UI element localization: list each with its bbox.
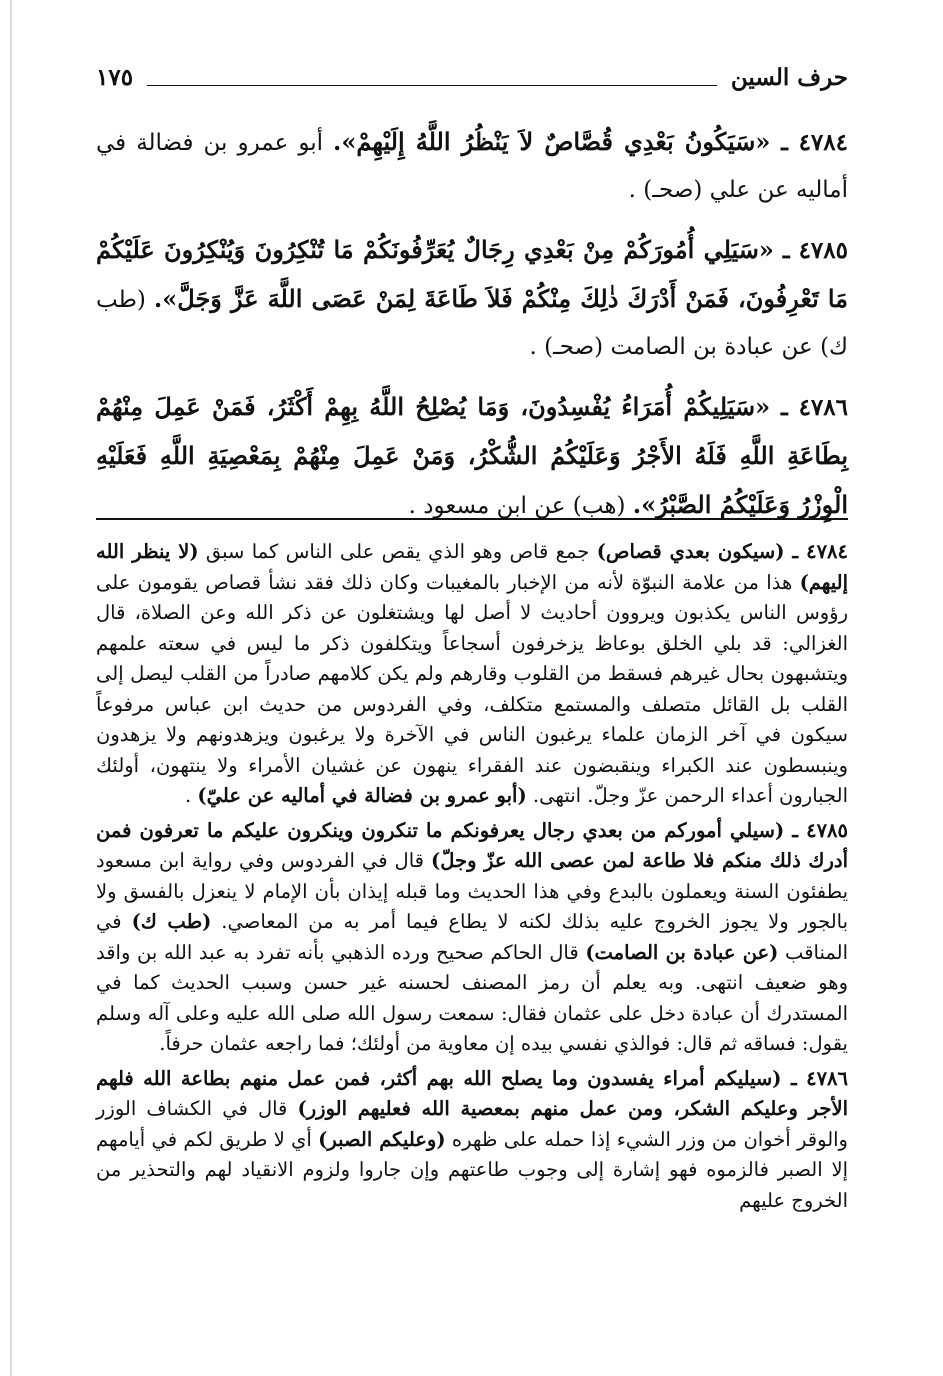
chapter-title: حرف السين [730,63,848,91]
header-rule [147,85,717,86]
hadith-number: ٤٧٨٥ [798,237,848,264]
commentary-text: قال في الفردوس وفي رواية ابن مسعود يطفئون السنة ويعملون بالبدع وفي هذا الحديث وما قبله إيذان بأن الإمام لا ينعزل بالفسق ولا بالجور ولا يجوز الخروج عليه بذلك لكنه لا يطاع فيما أمر به من المعاصي. [96,849,849,933]
hadith-entry: ٤٧٨٦ ـ «سَيَلِيكُمْ أُمَرَاءُ يُفْسِدُونَ، وَمَا يُصْلِحُ اللَّهُ بِهِمْ أَكْثَرُ، فَمَنْ عَمِلَ مِنْهُمْ بِطَاعَةِ اللَّهِ فَلَهُ الأَجْرُ وَعَلَيْكُمُ الشُّكْرُ، وَمَنْ عَمِلَ مِنْهُمْ بِمَعْصِيَةِ اللَّهِ فَعَلَيْهِ الْوِزْرُ وَعَلَيْكُمُ الصَّبْرُ». (هب) عن ابن مسعود . [96,392,848,519]
hadith-entry: ٤٧٨٤ ـ «سَيَكُونُ بَعْدِي قُصَّاصٌ لاَ يَنْظُرُ اللَّهُ إِلَيْهِمْ». أبو عمرو بن فضالة في أماليه عن علي (صحـ) . [96,127,848,203]
hadith-text [96,118,848,542]
commentary-bold: (طب ك) [131,910,212,933]
hadith-source: أبو عمرو بن فضالة في أماليه عن علي (صحـ) . [96,130,848,203]
scan-edge-shadow [10,0,12,1376]
commentary-bold: (وعليكم الصبر) [318,1127,446,1151]
footnote-divider [96,518,848,520]
commentary-bold: (لا ينظر الله إليهم) [96,540,848,594]
page-number: ١٧٥ [96,63,134,91]
commentary-text: في المناقب [96,910,848,964]
hadith-matn: «سَيَلِي أُمُورَكُمْ مِنْ بَعْدِي رِجَالٌ يُعَرِّفُونَكُمْ مَا تُنْكِرُونَ وَيُنْكِرُونَ عَلَيْكُمْ مَا تَعْرِفُونَ، فَمَنْ أَدْرَكَ ذٰلِكَ مِنْكُمْ فَلاَ طَاعَةَ لِمَنْ عَصَى اللَّهَ عَزَّ وَجَلَّ». [96,235,849,313]
hadith-entry: ٤٧٨٥ ـ «سَيَلِي أُمُورَكُمْ مِنْ بَعْدِي رِجَالٌ يُعَرِّفُونَكُمْ مَا تُنْكِرُونَ وَيُنْكِرُونَ عَلَيْكُمْ مَا تَعْرِفُونَ، فَمَنْ أَدْرَكَ ذٰلِكَ مِنْكُمْ فَلاَ طَاعَةَ لِمَنْ عَصَى اللَّهَ عَزَّ وَجَلَّ». (طب ك) عن عبادة بن الصامت (صحـ) . [96,235,849,360]
hadith-matn: «سَيَكُونُ بَعْدِي قُصَّاصٌ لاَ يَنْظُرُ اللَّهُ إِلَيْهِمْ». [333,127,771,156]
commentary-text: قال الحاكم صحيح ورده الذهبي بأنه تفرد به عبد الله بن واقد وهو ضعيف انتهى. وبه يعلم أن رمز المصنف لحسنه غير حسن وسبب الحديث كما في المستدرك أن عبادة دخل على عثمان فقال: سمعت رسول الله صلى الله عليه وعلى آله وسلم يقول: فساقه ثم قال: فوالذي نفسي بيده إن معاوية من أولئك؛ فما راجعه عثمان حرفاً. [96,940,848,1055]
commentary-section [96,537,848,1220]
hadith-matn: «سَيَلِيكُمْ أُمَرَاءُ يُفْسِدُونَ، وَمَا يُصْلِحُ اللَّهُ بِهِمْ أَكْثَرُ، فَمَنْ عَمِلَ مِنْهُمْ بِطَاعَةِ اللَّهِ فَلَهُ الأَجْرُ وَعَلَيْكُمُ الشُّكْرُ، وَمَنْ عَمِلَ مِنْهُمْ بِمَعْصِيَةِ اللَّهِ فَعَلَيْهِ الْوِزْرُ وَعَلَيْكُمُ الصَّبْرُ». [96,392,848,519]
commentary-lead: (سيليكم أمراء يفسدون وما يصلح الله بهم أكثر، فمن عمل منهم بطاعة الله فلهم الأجر وعليكم الشكر، ومن عمل منهم بمعصية الله فعليهم الوزر) [96,1066,848,1120]
commentary-paragraph: ٤٧٨٤ ـ (سيكون بعدي قصاص) جمع قاص وهو الذي يقص على الناس كما سبق (لا ينظر الله إليهم) هذا من علامة النبوّة لأنه من الإخبار بالمغيبات وكان ذلك فقد نشأ قصاص يقومون على رؤوس الناس يكذبون ويروون أحاديث لا أصل لها ويشتغلون عن ذكر الله وعن الصلاة، قال الغزالي: قد بلي الخلق بوعاظ يزخرفون أسجاعاً ويتكلفون ذكر ما ليس في سعته علمهم ويتشبهون بحال غيرهم فسقط من القلوب وقارهم ولم يكن كلامهم صادراً من القلب ليصل إلى القلب بل القائل متصلف والمستمع متكلف، وفي الفردوس من حديث ابن عباس مرفوعاً سيكون في آخر الزمان علماء يرغبون الناس في الآخرة ولا يرغبون ويزهدونهم ولا يزهدون وينبسطون عند الكبراء وينقبضون عند الفقراء ينهون عن غشيان الأمراء ولا ينتهون، أولئك الجبارون أعداء الرحمن عزّ وجلّ. انتهى. (أبو عمرو بن فضالة في أماليه عن عليّ) . [96,540,848,807]
hadith-number: ٤٧٨٤ [798,129,848,156]
commentary-number: ٤٧٨٤ [806,540,848,563]
hadith-number: ٤٧٨٦ [798,394,848,421]
commentary-number: ٤٧٨٥ [806,818,848,842]
running-header [96,60,848,94]
commentary-text: جمع قاص وهو الذي يقص على الناس كما سبق [198,540,597,563]
commentary-lead: (سيكون بعدي قصاص) [596,540,785,563]
commentary-text: قال في الكشاف الوزر والوقر أخوان من وزر الشيء إذا حمله على ظهره [96,1097,848,1151]
hadith-source: (هب) عن ابن مسعود . [408,493,626,519]
commentary-bold: (أبو عمرو بن فضالة في أماليه عن عليّ) [197,784,527,807]
commentary-text: هذا من علامة النبوّة لأنه من الإخبار بالمغيبات وكان ذلك فقد نشأ قصاص يقومون على رؤوس الناس يكذبون ويروون أحاديث لا أصل لها ويشتغلون عن ذكر الله وعن الصلاة، قال الغزالي: قد بلي الخلق بوعاظ يزخرفون أسجاعاً ويتكلفون ذكر ما ليس في سعته علمهم ويتشبهون بحال غيرهم فسقط من القلوب وقارهم ولم يكن كلامهم صادراً من القلب ليصل إلى القلب بل القائل متصلف والمستمع متكلف، وفي الفردوس من حديث ابن عباس مرفوعاً سيكون في آخر الزمان علماء يرغبون الناس في الآخرة ولا يرغبون ويزهدونهم ولا يزهدون وينبسطون عند الكبراء وينقبضون عند الفقراء ينهون عن غشيان الأمراء ولا ينتهون، أولئك الجبارون أعداء الرحمن عزّ وجلّ. انتهى. [96,570,848,807]
commentary-text: أي لا طريق لكم في أيامهم إلا الصبر فالزموه فهو إشارة إلى وجوب طاعتهم وإن جاروا ولزوم الانقياد لهم والتحذير من الخروج عليهم [96,1127,848,1212]
commentary-paragraph: ٤٧٨٥ ـ (سيلي أموركم من بعدي رجال يعرفونكم ما تنكرون وينكرون عليكم ما تعرفون فمن أدرك ذلك منكم فلا طاعة لمن عصى الله عزّ وجلّ) قال في الفردوس وفي رواية ابن مسعود يطفئون السنة ويعملون بالبدع وفي هذا الحديث وما قبله إيذان بأن الإمام لا ينعزل بالفسق ولا بالجور ولا يجوز الخروج عليه بذلك لكنه لا يطاع فيما أمر به من المعاصي. (طب ك) في المناقب (عن عبادة بن الصامت) قال الحاكم صحيح ورده الذهبي بأنه تفرد به عبد الله بن واقد وهو ضعيف انتهى. وبه يعلم أن رمز المصنف لحسنه غير حسن وسبب الحديث كما في المستدرك أن عبادة دخل على عثمان فقال: سمعت رسول الله صلى الله عليه وعلى آله وسلم يقول: فساقه ثم قال: فوالذي نفسي بيده إن معاوية من أولئك؛ فما راجعه عثمان حرفاً. [96,818,849,1055]
commentary-text: . [184,784,198,807]
commentary-bold: (عن عبادة بن الصامت) [585,940,779,964]
hadith-source: (طب ك) عن عبادة بن الصامت (صحـ) . [96,287,848,360]
commentary-paragraph: ٤٧٨٦ ـ (سيليكم أمراء يفسدون وما يصلح الله بهم أكثر، فمن عمل منهم بطاعة الله فلهم الأجر وعليكم الشكر، ومن عمل منهم بمعصية الله فعليهم الوزر) قال في الكشاف الوزر والوقر أخوان من وزر الشيء إذا حمله على ظهره (وعليكم الصبر) أي لا طريق لكم في أيامهم إلا الصبر فالزموه فهو إشارة إلى وجوب طاعتهم وإن جاروا ولزوم الانقياد لهم والتحذير من الخروج عليهم [96,1066,848,1212]
commentary-number: ٤٧٨٦ [806,1066,848,1090]
commentary-lead: (سيلي أموركم من بعدي رجال يعرفونكم ما تنكرون وينكرون عليكم ما تعرفون فمن أدرك ذلك منكم فلا طاعة لمن عصى الله عزّ وجلّ) [96,818,848,872]
